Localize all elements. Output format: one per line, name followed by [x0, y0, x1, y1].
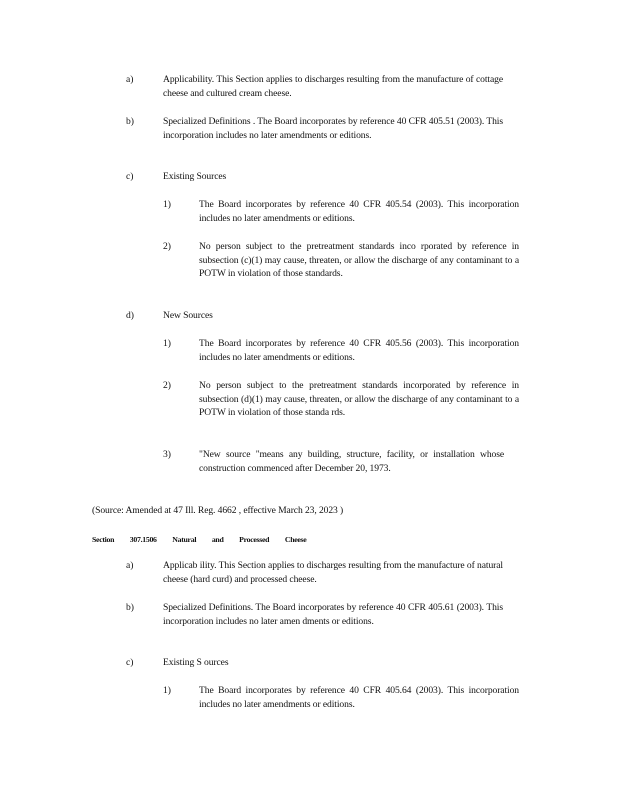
item-text: The Board incorporates by reference 40 CFR 405.56 (2003). This incorporation includes no later amendments or editions. — [199, 338, 519, 363]
item-text: The Board incorporates by reference 40 CFR 405.64 (2003). This incorporation includes no later amendments or editions. — [199, 685, 519, 710]
item-text: "New source "means any building, structure, facility, or installation whose construction commenced after December 20, 1973. — [199, 449, 504, 474]
subsection-heading: Existing Sources — [163, 171, 227, 182]
item-label: 1) — [163, 338, 171, 349]
subsection-label: a) — [126, 74, 134, 85]
subsection-text: Specialized Definitions . The Board incorporates by reference 40 CFR 405.51 (2003). This incorporation includes no later amendments or editions. — [163, 116, 503, 141]
item-text: No person subject to the pretreatment standards inco rporated by reference in subsection (c)(1) may cause, threaten, or allow the discharge of any contaminant to a POTW in violation of those standards. — [199, 241, 519, 280]
source-note: (Source: Amended at 47 Ill. Reg. 4662 , effective March 23, 2023 ) — [92, 505, 344, 516]
item-label: 2) — [163, 241, 171, 252]
subsection-text: Applicability. This Section applies to discharges resulting from the manufacture of cottage cheese and cultured cream cheese. — [163, 74, 503, 99]
subsection-label: c) — [126, 657, 134, 668]
section-heading: Section 307.1506 Natural and Processed Cheese — [92, 535, 307, 544]
item-text: The Board incorporates by reference 40 CFR 405.54 (2003). This incorporation includes no later amendments or editions. — [199, 199, 519, 224]
subsection-label: b) — [126, 116, 134, 127]
item-label: 1) — [163, 685, 171, 696]
item-label: 1) — [163, 199, 171, 210]
subsection-text: Specialized Definitions. The Board incorporates by reference 40 CFR 405.61 (2003). This incorporation includes no later amen dments or editions. — [163, 602, 503, 627]
subsection-label: c) — [126, 171, 134, 182]
subsection-heading: New Sources — [163, 310, 213, 321]
item-label: 2) — [163, 380, 171, 391]
item-text: No person subject to the pretreatment standards incorporated by reference in subsection (d)(1) may cause, threaten, or allow the discharge of any contaminant to a POTW in violation of those standa rds. — [199, 380, 519, 419]
subsection-heading: Existing S ources — [163, 657, 229, 668]
subsection-text: Applicab ility. This Section applies to discharges resulting from the manufacture of natural cheese (hard curd) and processed cheese. — [163, 560, 503, 585]
subsection-label: b) — [126, 602, 134, 613]
subsection-label: d) — [126, 310, 134, 321]
item-label: 3) — [163, 449, 171, 460]
subsection-label: a) — [126, 560, 134, 571]
